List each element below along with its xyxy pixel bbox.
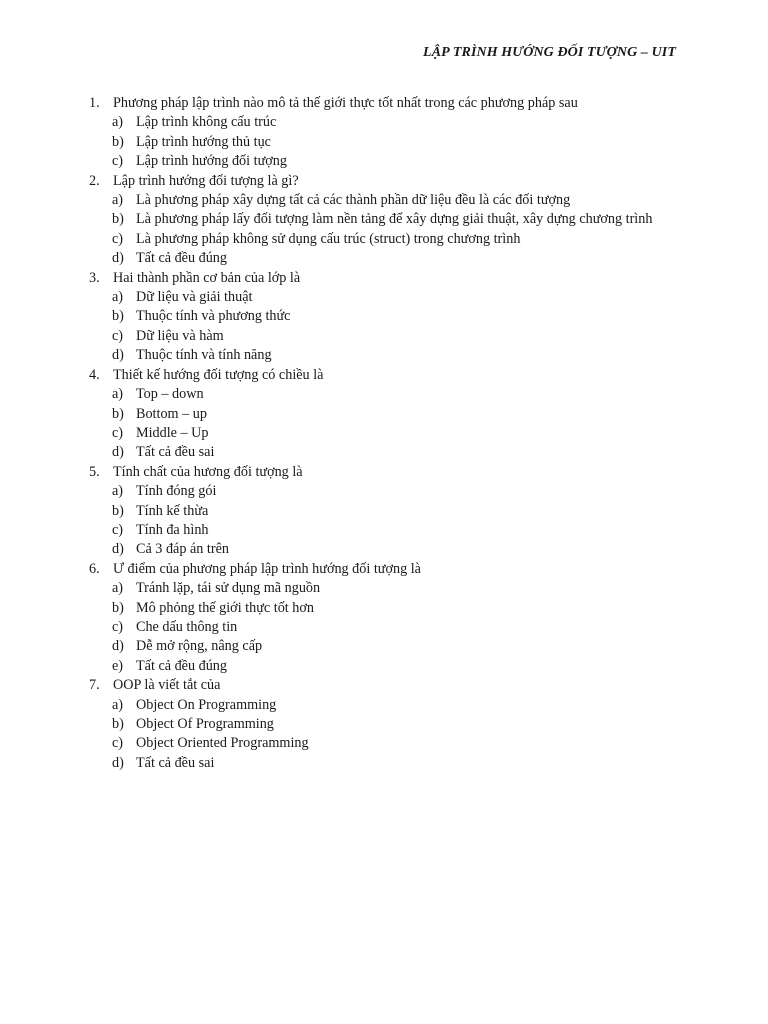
page-header-title: LẬP TRÌNH HƯỚNG ĐỐI TƯỢNG – UIT xyxy=(423,45,676,60)
question-line xyxy=(0,676,768,695)
answer-option xyxy=(0,210,768,229)
option-text: Lập trình không cấu trúc xyxy=(136,114,277,131)
option-list xyxy=(0,191,768,269)
question-text: Thiết kế hướng đối tượng có chiều là xyxy=(113,366,324,383)
option-label: d) xyxy=(112,250,124,267)
question-item xyxy=(0,269,768,366)
option-label: e) xyxy=(112,657,124,674)
option-label: d) xyxy=(112,347,124,364)
option-label: b) xyxy=(112,716,124,732)
answer-option xyxy=(0,715,768,734)
option-label: b) xyxy=(112,133,124,150)
option-text: Bottom – up xyxy=(136,405,207,422)
answer-option xyxy=(0,443,768,462)
option-label: c) xyxy=(112,735,124,752)
option-text: Cả 3 đáp án trên xyxy=(136,541,229,558)
answer-option xyxy=(0,754,768,773)
option-list xyxy=(0,288,768,366)
option-text: Object Of Programming xyxy=(136,716,274,732)
answer-option xyxy=(0,657,768,676)
option-label: d) xyxy=(112,444,124,461)
option-text: Object Oriented Programming xyxy=(136,735,309,752)
question-line xyxy=(0,366,768,385)
option-label: b) xyxy=(112,308,124,325)
option-label: d) xyxy=(112,754,124,771)
option-list xyxy=(0,113,768,171)
option-label: d) xyxy=(112,638,124,655)
question-text: Ư điểm của phương pháp lập trình hướng đối tượng là xyxy=(113,560,421,577)
option-text: Thuộc tính và tính năng xyxy=(136,347,272,364)
option-label: b) xyxy=(112,211,124,228)
question-item xyxy=(0,676,768,773)
answer-option xyxy=(0,540,768,559)
option-label: b) xyxy=(112,502,124,519)
option-label: c) xyxy=(112,230,124,247)
option-list xyxy=(0,385,768,463)
option-label: d) xyxy=(112,541,124,558)
option-text: Tránh lặp, tái sử dụng mã nguồn xyxy=(136,580,321,597)
option-text: Top – down xyxy=(136,386,204,403)
answer-option xyxy=(0,696,768,715)
question-item xyxy=(0,463,768,560)
option-label: c) xyxy=(112,424,124,441)
option-list xyxy=(0,579,768,676)
option-text: Dữ liệu và hàm xyxy=(136,327,224,344)
option-text: Dữ liệu và giải thuật xyxy=(136,289,253,306)
answer-option xyxy=(0,637,768,656)
answer-option xyxy=(0,521,768,540)
option-text: Tất cả đều sai xyxy=(136,444,215,461)
option-text: Thuộc tính và phương thức xyxy=(136,308,291,325)
answer-option xyxy=(0,405,768,424)
option-label: a) xyxy=(112,696,124,713)
option-text: Tính kế thừa xyxy=(136,502,209,519)
option-label: a) xyxy=(112,114,124,131)
question-number: 1. xyxy=(89,95,100,111)
option-text: Mô phỏng thế giới thực tốt hơn xyxy=(136,599,314,616)
answer-option xyxy=(0,346,768,365)
answer-option xyxy=(0,385,768,404)
question-text: Phương pháp lập trình nào mô tả thế giới thực tốt nhất trong các phương pháp sau xyxy=(113,95,578,111)
answer-option xyxy=(0,327,768,346)
question-item xyxy=(0,172,768,269)
answer-option xyxy=(0,482,768,501)
option-list xyxy=(0,482,768,560)
answer-option xyxy=(0,113,768,132)
question-line xyxy=(0,172,768,191)
question-number: 6. xyxy=(89,560,100,577)
option-label: b) xyxy=(112,599,124,616)
option-label: a) xyxy=(112,289,124,306)
answer-option xyxy=(0,307,768,326)
option-text: Tính đa hình xyxy=(136,521,209,538)
answer-option xyxy=(0,502,768,521)
answer-option xyxy=(0,133,768,152)
answer-option xyxy=(0,230,768,249)
option-label: c) xyxy=(112,521,124,538)
option-text: Tất cả đều sai xyxy=(136,754,215,771)
answer-option xyxy=(0,618,768,637)
question-number: 4. xyxy=(89,366,100,383)
answer-option xyxy=(0,191,768,210)
option-list xyxy=(0,696,768,774)
option-text: Là phương pháp không sử dụng cấu trúc (struct) trong chương trình xyxy=(136,230,521,247)
option-text: Lập trình hướng thủ tục xyxy=(136,133,271,150)
question-line xyxy=(0,560,768,579)
answer-option xyxy=(0,734,768,753)
option-text: Là phương pháp xây dựng tất cả các thành phần dữ liệu đều là các đối tượng xyxy=(136,192,571,209)
question-text: Lập trình hướng đối tượng là gì? xyxy=(113,172,299,189)
option-label: a) xyxy=(112,483,124,500)
option-label: a) xyxy=(112,580,124,597)
option-label: c) xyxy=(112,327,124,344)
question-number: 7. xyxy=(89,677,100,694)
question-number: 2. xyxy=(89,172,100,189)
option-text: Middle – Up xyxy=(136,424,209,441)
option-label: b) xyxy=(112,405,124,422)
question-list-container xyxy=(0,94,768,773)
question-line xyxy=(0,463,768,482)
option-text: Dễ mở rộng, nâng cấp xyxy=(136,638,263,655)
option-label: c) xyxy=(112,618,124,635)
answer-option xyxy=(0,424,768,443)
answer-option xyxy=(0,152,768,171)
question-text: Tính chất của hương đối tượng là xyxy=(113,463,303,480)
answer-option xyxy=(0,579,768,598)
option-text: Tất cả đều đúng xyxy=(136,657,227,674)
answer-option xyxy=(0,599,768,618)
option-label: a) xyxy=(112,386,124,403)
question-text: Hai thành phần cơ bản của lớp là xyxy=(113,269,301,286)
option-label: a) xyxy=(112,192,124,209)
answer-option xyxy=(0,288,768,307)
question-text: OOP là viết tắt của xyxy=(113,677,221,694)
question-line xyxy=(0,269,768,288)
option-text: Là phương pháp lấy đối tượng làm nền tảng để xây dựng giải thuật, xây dựng chương trình xyxy=(136,211,653,228)
option-text: Tính đóng gói xyxy=(136,483,217,500)
question-item xyxy=(0,94,768,172)
question-number: 5. xyxy=(89,463,100,480)
option-label: c) xyxy=(112,153,124,170)
option-text: Lập trình hướng đối tượng xyxy=(136,153,287,170)
option-text: Che dấu thông tin xyxy=(136,618,238,635)
question-list xyxy=(0,94,768,773)
question-item xyxy=(0,560,768,676)
option-text: Object On Programming xyxy=(136,696,277,713)
question-line xyxy=(0,94,768,113)
answer-option xyxy=(0,249,768,268)
question-number: 3. xyxy=(89,269,100,286)
question-item xyxy=(0,366,768,463)
option-text: Tất cả đều đúng xyxy=(136,250,227,267)
